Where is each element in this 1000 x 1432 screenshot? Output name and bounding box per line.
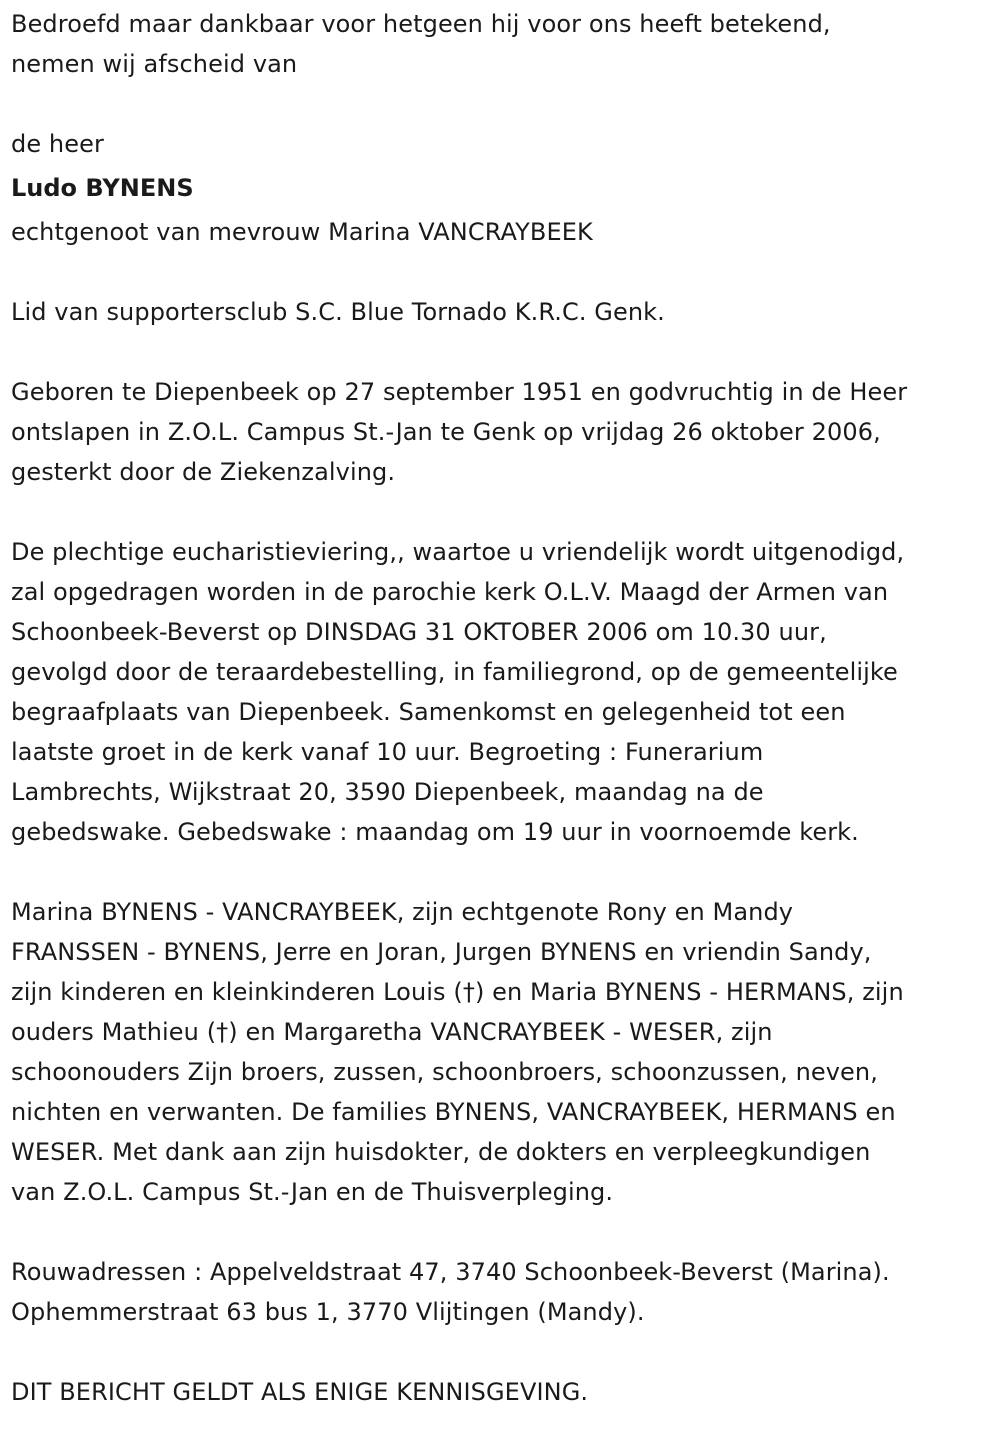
ceremony-paragraph: [11, 532, 991, 852]
family-line: WESER. Met dank aan zijn huisdokter, de dokters en verpleegkundigen: [11, 1138, 871, 1166]
ceremony-line: zal opgedragen worden in de parochie kerk O.L.V. Maagd der Armen van: [11, 578, 889, 606]
obituary-notice: [11, 4, 991, 1412]
family-line: nichten en verwanten. De families BYNENS, VANCRAYBEEK, HERMANS en: [11, 1098, 896, 1126]
family-line: zijn kinderen en kleinkinderen Louis (†) en Maria BYNENS - HERMANS, zijn: [11, 978, 904, 1006]
birth-death-paragraph: [11, 372, 991, 492]
honorific: de heer: [11, 130, 104, 158]
ceremony-line: begraafplaats van Diepenbeek. Samenkomst en gelegenheid tot een: [11, 698, 846, 726]
ceremony-line: Lambrechts, Wijkstraat 20, 3590 Diepenbeek, maandag na de: [11, 778, 764, 806]
ceremony-line: De plechtige eucharistieviering,, waartoe u vriendelijk wordt uitgenodigd,: [11, 538, 905, 566]
family-line: ouders Mathieu (†) en Margaretha VANCRAYBEEK - WESER, zijn: [11, 1018, 773, 1046]
address-line: Rouwadressen : Appelveldstraat 47, 3740 Schoonbeek-Beverst (Marina).: [11, 1258, 890, 1286]
spouse-line: echtgenoot van mevrouw Marina VANCRAYBEEK: [11, 218, 593, 246]
closing-line: DIT BERICHT GELDT ALS ENIGE KENNISGEVING.: [11, 1378, 589, 1406]
intro-line: nemen wij afscheid van: [11, 50, 298, 78]
family-line: schoonouders Zijn broers, zussen, schoonbroers, schoonzussen, neven,: [11, 1058, 878, 1086]
addresses-paragraph: [11, 1252, 991, 1332]
birth-death-line: gesterkt door de Ziekenzalving.: [11, 458, 396, 486]
family-line: van Z.O.L. Campus St.-Jan en de Thuisverpleging.: [11, 1178, 614, 1206]
ceremony-line: laatste groet in de kerk vanaf 10 uur. Begroeting : Funerarium: [11, 738, 764, 766]
family-line: Marina BYNENS - VANCRAYBEEK, zijn echtgenote Rony en Mandy: [11, 898, 794, 926]
intro-paragraph: [11, 4, 991, 84]
ceremony-line: gebedswake. Gebedswake : maandag om 19 uur in voornoemde kerk.: [11, 818, 859, 846]
intro-line: Bedroefd maar dankbaar voor hetgeen hij voor ons heeft betekend,: [11, 10, 831, 38]
ceremony-line: gevolgd door de teraardebestelling, in familiegrond, op de gemeentelijke: [11, 658, 898, 686]
ceremony-line: Schoonbeek-Beverst op DINSDAG 31 OKTOBER 2006 om 10.30 uur,: [11, 618, 827, 646]
address-line: Ophemmerstraat 63 bus 1, 3770 Vlijtingen (Mandy).: [11, 1298, 645, 1326]
birth-death-line: Geboren te Diepenbeek op 27 september 1951 en godvruchtig in de Heer: [11, 378, 908, 406]
family-paragraph: [11, 892, 991, 1212]
family-line: FRANSSEN - BYNENS, Jerre en Joran, Jurgen BYNENS en vriendin Sandy,: [11, 938, 872, 966]
deceased-name: Ludo BYNENS: [11, 174, 194, 202]
birth-death-line: ontslapen in Z.O.L. Campus St.-Jan te Genk op vrijdag 26 oktober 2006,: [11, 418, 881, 446]
membership-line: Lid van supportersclub S.C. Blue Tornado K.R.C. Genk.: [11, 298, 665, 326]
